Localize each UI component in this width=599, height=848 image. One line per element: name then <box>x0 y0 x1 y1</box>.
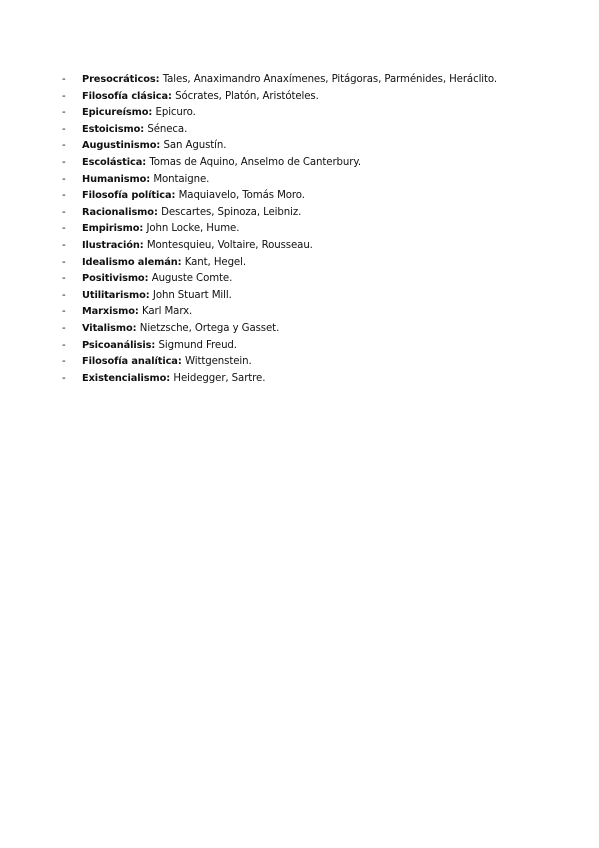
bullet-dash: - <box>62 356 66 368</box>
item-term: Racionalismo <box>82 206 154 218</box>
item-description: Tomas de Aquino, Anselmo de Canterbury. <box>149 156 361 168</box>
item-description: Tales, Anaximandro Anaxímenes, Pitágoras, Parménides, Heráclito. <box>162 74 498 85</box>
item-separator: : <box>171 190 179 202</box>
item-description: John Stuart Mill. <box>152 289 232 301</box>
list-item <box>62 288 582 305</box>
item-term: Marxismo <box>82 306 135 318</box>
bullet-dash: - <box>62 140 66 152</box>
bullet-dash: - <box>62 322 66 334</box>
item-description: Sócrates, Platón, Aristóteles. <box>175 90 319 102</box>
item-term: Escolástica <box>82 156 143 168</box>
item-term: Ilustración <box>82 239 140 251</box>
item-description: Nietzsche, Ortega y Gasset. <box>139 322 280 334</box>
bullet-dash: - <box>62 273 66 285</box>
list-item <box>62 354 582 371</box>
item-term: Epicureísmo <box>82 107 149 119</box>
list-item <box>62 338 582 355</box>
item-term: Existencialismo <box>82 372 167 384</box>
item-description: Karl Marx. <box>141 306 193 318</box>
item-term: Psicoanálisis <box>82 339 152 351</box>
item-description: Kant, Hegel. <box>184 256 246 268</box>
item-description: Maquiavelo, Tomás Moro. <box>178 190 305 202</box>
item-separator: : <box>142 156 150 168</box>
list-item <box>62 72 582 89</box>
item-separator: : <box>151 339 159 351</box>
bullet-dash: - <box>62 107 66 119</box>
list-item <box>62 105 582 122</box>
item-description: Descartes, Spinoza, Leibniz. <box>161 206 302 218</box>
philosophy-list <box>62 72 582 387</box>
item-description: John Locke, Hume. <box>146 223 240 235</box>
item-term: Filosofía política <box>82 190 172 202</box>
item-separator: : <box>177 256 185 268</box>
item-term: Presocráticos <box>82 74 156 85</box>
item-description: Montesquieu, Voltaire, Rousseau. <box>146 239 313 251</box>
item-separator: : <box>148 107 156 119</box>
item-description: Wittgenstein. <box>184 356 252 368</box>
bullet-dash: - <box>62 223 66 235</box>
item-separator: : <box>132 322 140 334</box>
item-term: Humanismo <box>82 173 147 185</box>
list-item <box>62 89 582 106</box>
bullet-dash: - <box>62 190 66 202</box>
item-separator: : <box>139 223 147 235</box>
item-description: San Agustín. <box>163 140 227 152</box>
list-item <box>62 304 582 321</box>
item-separator: : <box>146 173 154 185</box>
item-separator: : <box>168 90 176 102</box>
item-separator: : <box>177 356 185 368</box>
item-term: Empirismo <box>82 223 140 235</box>
bullet-dash: - <box>62 123 66 135</box>
item-term: Filosofía clásica <box>82 90 169 102</box>
list-item <box>62 188 582 205</box>
item-description: Montaigne. <box>153 173 210 185</box>
bullet-dash: - <box>62 289 66 301</box>
item-separator: : <box>155 74 163 85</box>
list-item <box>62 122 582 139</box>
item-term: Estoicismo <box>82 123 141 135</box>
bullet-dash: - <box>62 90 66 102</box>
bullet-dash: - <box>62 206 66 218</box>
bullet-dash: - <box>62 372 66 384</box>
item-separator: : <box>139 239 147 251</box>
list-item <box>62 138 582 155</box>
list-item <box>62 205 582 222</box>
item-description: Epicuro. <box>155 107 196 119</box>
item-term: Filosofía analítica <box>82 356 178 368</box>
list-item <box>62 221 582 238</box>
item-separator: : <box>140 123 148 135</box>
item-separator: : <box>166 372 174 384</box>
list-item <box>62 172 582 189</box>
list-item <box>62 238 582 255</box>
item-term: Positivismo <box>82 273 145 285</box>
item-term: Vitalismo <box>82 322 133 334</box>
item-term: Augustinismo <box>82 140 157 152</box>
list-item <box>62 155 582 172</box>
bullet-dash: - <box>62 256 66 268</box>
item-description: Auguste Comte. <box>151 273 233 285</box>
item-separator: : <box>145 289 153 301</box>
item-term: Idealismo alemán <box>82 256 178 268</box>
bullet-dash: - <box>62 239 66 251</box>
list-item <box>62 371 582 388</box>
list-item <box>62 321 582 338</box>
item-term: Utilitarismo <box>82 289 146 301</box>
item-separator: : <box>134 306 142 318</box>
list-item <box>62 255 582 272</box>
bullet-dash: - <box>62 339 66 351</box>
list-item <box>62 271 582 288</box>
bullet-dash: - <box>62 306 66 318</box>
item-separator: : <box>156 140 164 152</box>
item-separator: : <box>144 273 152 285</box>
bullet-dash: - <box>62 156 66 168</box>
item-description: Séneca. <box>147 123 188 135</box>
item-description: Heidegger, Sartre. <box>173 372 266 384</box>
item-separator: : <box>153 206 162 218</box>
bullet-dash: - <box>62 173 66 185</box>
bullet-dash: - <box>62 74 66 85</box>
item-description: Sigmund Freud. <box>158 339 237 351</box>
